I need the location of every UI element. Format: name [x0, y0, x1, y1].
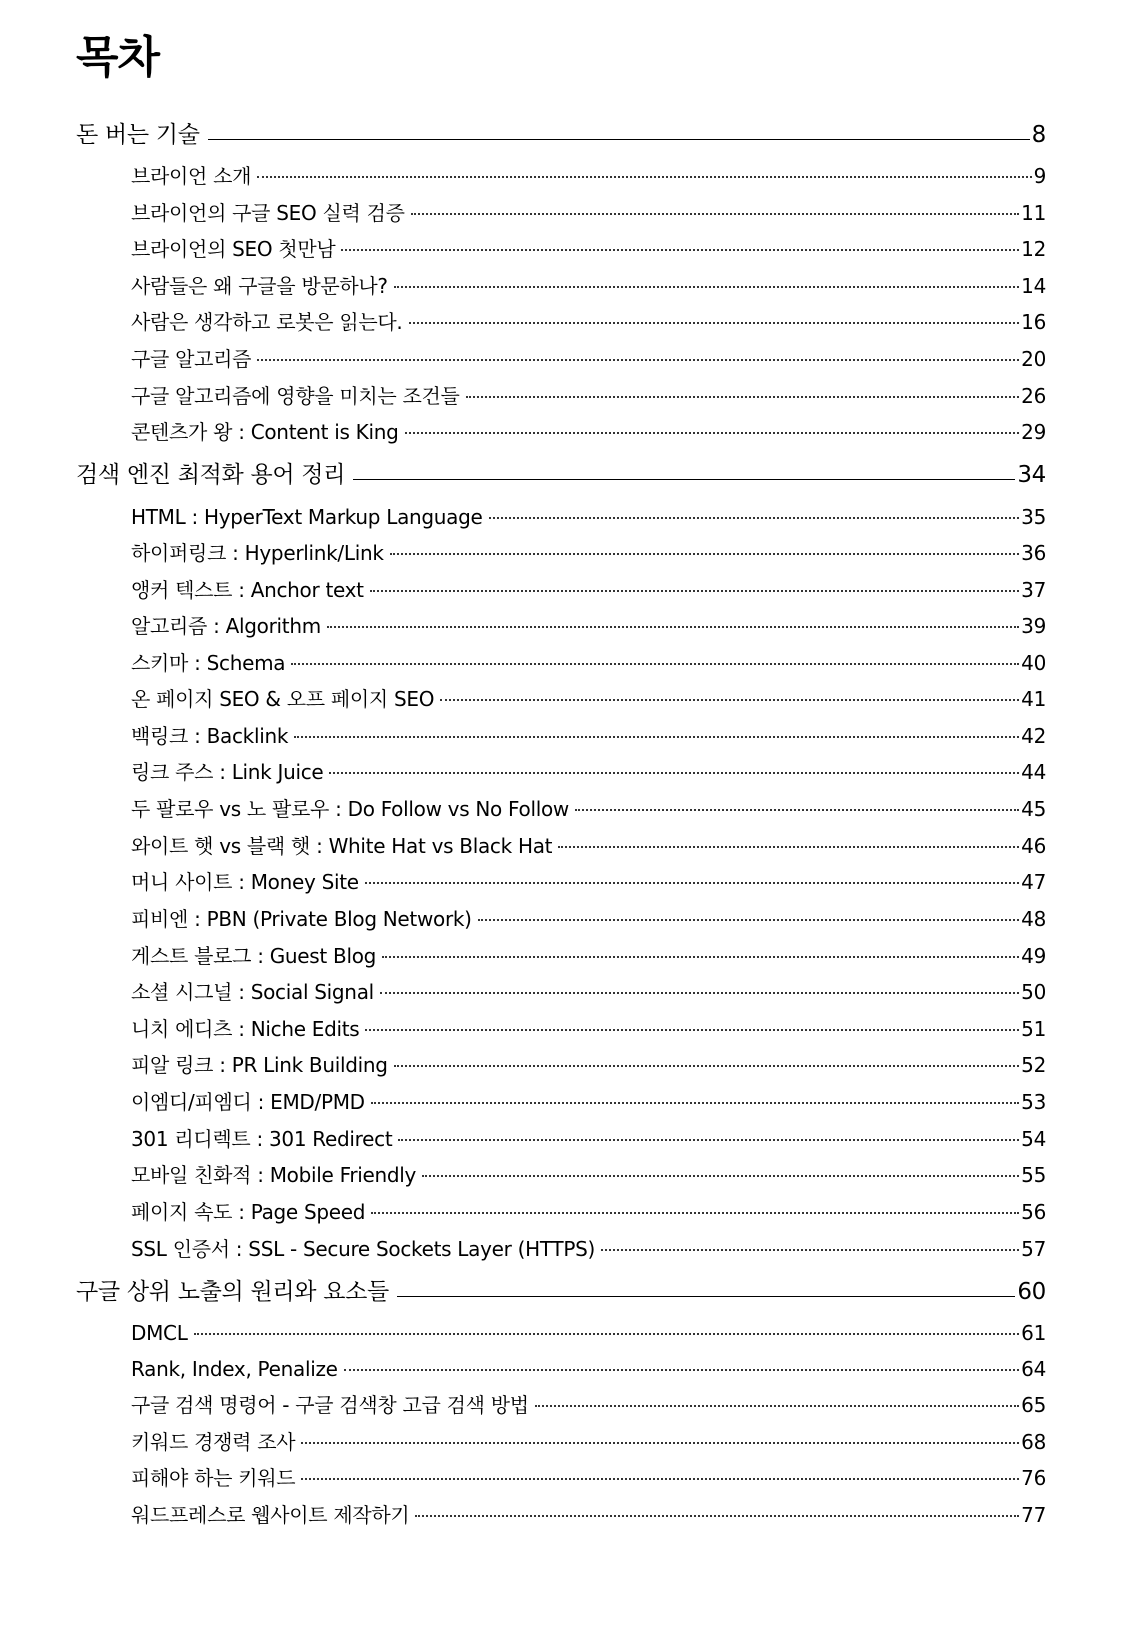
toc-entry-label: 소셜 시그널 : Social Signal	[131, 980, 374, 1004]
toc-section-entry[interactable]	[131, 417, 1046, 447]
toc-entry-label: 워드프레스로 웹사이트 제작하기	[131, 1503, 410, 1527]
toc-section-entry[interactable]	[131, 1500, 1046, 1530]
toc-page-number: 65	[1021, 1393, 1046, 1417]
toc-page-number: 40	[1021, 651, 1046, 675]
toc-leader-dots	[194, 1333, 1020, 1335]
toc-entry-label: 페이지 속도 : Page Speed	[131, 1200, 366, 1224]
toc-section-entry[interactable]	[131, 381, 1046, 411]
toc-leader-dots	[370, 590, 1019, 592]
toc-section-entry[interactable]	[131, 575, 1046, 605]
toc-leader-line	[208, 139, 1030, 140]
toc-leader-dots	[301, 1478, 1019, 1480]
toc-chapter-entry[interactable]	[76, 1275, 1046, 1309]
toc-section-entry[interactable]	[131, 1124, 1046, 1154]
toc-section-entry[interactable]	[131, 198, 1046, 228]
toc-leader-dots	[535, 1405, 1019, 1407]
toc-section-entry[interactable]	[131, 502, 1046, 532]
toc-leader-dots	[257, 176, 1031, 178]
toc-leader-dots	[365, 882, 1019, 884]
toc-entry-label: 사람은 생각하고 로봇은 읽는다.	[131, 310, 403, 334]
toc-leader-dots	[411, 213, 1020, 215]
toc-leader-dots	[422, 1175, 1019, 1177]
toc-page-number: 36	[1021, 541, 1046, 565]
toc-leader-dots	[489, 517, 1020, 519]
toc-page-number: 9	[1033, 164, 1046, 188]
toc-leader-dots	[440, 699, 1019, 701]
toc-section-entry[interactable]	[131, 721, 1046, 751]
toc-chapter-entry[interactable]	[76, 118, 1046, 152]
toc-leader-line	[353, 479, 1015, 480]
toc-entry-label: 알고리즘 : Algorithm	[131, 614, 321, 638]
toc-section-entry[interactable]	[131, 1354, 1046, 1384]
toc-page-number: 16	[1021, 310, 1046, 334]
toc-section-entry[interactable]	[131, 344, 1046, 374]
toc-page-number: 12	[1021, 237, 1046, 261]
toc-section-entry[interactable]	[131, 1197, 1046, 1227]
toc-entry-label: 피알 링크 : PR Link Building	[131, 1053, 388, 1077]
toc-section-entry[interactable]	[131, 1318, 1046, 1348]
toc-entry-label: 브라이언의 구글 SEO 실력 검증	[131, 201, 405, 225]
toc-entry-label: 피비엔 : PBN (Private Blog Network)	[131, 907, 472, 931]
toc-leader-dots	[390, 553, 1020, 555]
toc-entry-label: 게스트 블로그 : Guest Blog	[131, 944, 377, 968]
toc-section-entry[interactable]	[131, 234, 1046, 264]
toc-page-number: 45	[1021, 797, 1046, 821]
toc-page-number: 11	[1021, 201, 1046, 225]
toc-leader-dots	[405, 432, 1020, 434]
toc-entry-label: 키워드 경쟁력 조사	[131, 1430, 296, 1454]
toc-page-number: 42	[1021, 724, 1046, 748]
toc-entry-label: 구글 알고리즘	[131, 347, 252, 371]
toc-leader-dots	[371, 1102, 1019, 1104]
toc-entry-label: 온 페이지 SEO & 오프 페이지 SEO	[131, 687, 435, 711]
toc-section-entry[interactable]	[131, 648, 1046, 678]
toc-page-number: 39	[1021, 614, 1046, 638]
toc-entry-label: 두 팔로우 vs 노 팔로우 : Do Follow vs No Follow	[131, 797, 569, 821]
toc-leader-dots	[466, 396, 1020, 398]
toc-entry-label: 301 리디렉트 : 301 Redirect	[131, 1127, 393, 1151]
toc-entry-label: 앵커 텍스트 : Anchor text	[131, 578, 364, 602]
toc-leader-dots	[301, 1442, 1019, 1444]
toc-entry-label: Rank, Index, Penalize	[131, 1357, 338, 1381]
toc-leader-dots	[341, 249, 1019, 251]
toc-section-entry[interactable]	[131, 161, 1046, 191]
toc-entry-label: 피해야 하는 키워드	[131, 1466, 296, 1490]
toc-page-number: 60	[1017, 1279, 1046, 1305]
toc-leader-dots	[344, 1369, 1019, 1371]
toc-page-number: 61	[1021, 1321, 1046, 1345]
toc-page-number: 44	[1021, 760, 1046, 784]
toc-page-number: 35	[1021, 505, 1046, 529]
toc-section-entry[interactable]	[131, 538, 1046, 568]
toc-section-entry[interactable]	[131, 1050, 1046, 1080]
toc-entry-label: 브라이언의 SEO 첫만남	[131, 237, 336, 261]
toc-leader-dots	[398, 1139, 1019, 1141]
toc-entry-label: 니치 에디츠 : Niche Edits	[131, 1017, 360, 1041]
toc-section-entry[interactable]	[131, 757, 1046, 787]
toc-entry-label: 검색 엔진 최적화 용어 정리	[76, 462, 346, 488]
toc-section-entry[interactable]	[131, 1234, 1046, 1264]
toc-section-entry[interactable]	[131, 1390, 1046, 1420]
toc-entry-label: 브라이언 소개	[131, 164, 252, 188]
toc-section-entry[interactable]	[131, 941, 1046, 971]
toc-entry-label: SSL 인증서 : SSL - Secure Sockets Layer (HTTPS)	[131, 1237, 596, 1261]
toc-page-number: 68	[1021, 1430, 1046, 1454]
toc-leader-dots	[415, 1515, 1019, 1517]
toc-entry-label: 머니 사이트 : Money Site	[131, 870, 359, 894]
toc-entry-label: 구글 상위 노출의 원리와 요소들	[76, 1279, 389, 1305]
toc-section-entry[interactable]	[131, 831, 1046, 861]
toc-leader-dots	[575, 809, 1019, 811]
toc-leader-dots	[409, 322, 1020, 324]
toc-page-number: 64	[1021, 1357, 1046, 1381]
toc-leader-dots	[478, 919, 1019, 921]
toc-leader-dots	[329, 772, 1019, 774]
toc-section-entry[interactable]	[131, 977, 1046, 1007]
toc-entry-label: 모바일 친화적 : Mobile Friendly	[131, 1163, 417, 1187]
toc-leader-dots	[382, 956, 1019, 958]
toc-entry-label: 사람들은 왜 구글을 방문하나?	[131, 274, 388, 298]
toc-section-entry[interactable]	[131, 1463, 1046, 1493]
toc-leader-dots	[558, 846, 1019, 848]
toc-page-number: 14	[1021, 274, 1046, 298]
toc-page-number: 77	[1021, 1503, 1046, 1527]
toc-entry-label: DMCL	[131, 1321, 188, 1345]
toc-entry-label: 콘텐츠가 왕 : Content is King	[131, 420, 399, 444]
toc-entry-label: 이엠디/피엠디 : EMD/PMD	[131, 1090, 365, 1114]
toc-section-entry[interactable]	[131, 684, 1046, 714]
toc-page-number: 49	[1021, 944, 1046, 968]
toc-entry-label: 와이트 햇 vs 블랙 햇 : White Hat vs Black Hat	[131, 834, 553, 858]
toc-entry-label: 백링크 : Backlink	[131, 724, 289, 748]
toc-section-entry[interactable]	[131, 271, 1046, 301]
toc-leader-dots	[394, 1065, 1019, 1067]
toc-section-entry[interactable]	[131, 794, 1046, 824]
toc-leader-dots	[601, 1249, 1019, 1251]
toc-page-number: 50	[1021, 980, 1046, 1004]
toc-entry-label: 하이퍼링크 : Hyperlink/Link	[131, 541, 384, 565]
toc-leader-dots	[371, 1212, 1019, 1214]
toc-leader-line	[397, 1296, 1015, 1297]
toc-entry-label: 돈 버는 기술	[76, 122, 200, 148]
toc-entry-label: 스키마 : Schema	[131, 651, 286, 675]
toc-page-number: 26	[1021, 384, 1046, 408]
toc-page-number: 37	[1021, 578, 1046, 602]
toc-chapter-entry[interactable]	[76, 458, 1046, 492]
toc-section-entry[interactable]	[131, 307, 1046, 337]
toc-page-number: 51	[1021, 1017, 1046, 1041]
toc-page-number: 76	[1021, 1466, 1046, 1490]
toc-page-number: 8	[1031, 122, 1046, 148]
toc-section-entry[interactable]	[131, 1014, 1046, 1044]
page-title: 목차	[76, 32, 160, 83]
toc-section-entry[interactable]	[131, 611, 1046, 641]
toc-page-number: 34	[1017, 462, 1046, 488]
toc-page-number: 56	[1021, 1200, 1046, 1224]
toc-entry-label: 구글 알고리즘에 영향을 미치는 조건들	[131, 384, 460, 408]
toc-section-entry[interactable]	[131, 1427, 1046, 1457]
toc-leader-dots	[380, 992, 1019, 994]
toc-leader-dots	[327, 626, 1019, 628]
toc-section-entry[interactable]	[131, 867, 1046, 897]
toc-leader-dots	[394, 286, 1019, 288]
toc-leader-dots	[294, 736, 1019, 738]
toc-section-entry[interactable]	[131, 1087, 1046, 1117]
toc-section-entry[interactable]	[131, 1160, 1046, 1190]
toc-entry-label: 링크 주스 : Link Juice	[131, 760, 324, 784]
toc-page-number: 29	[1021, 420, 1046, 444]
toc-page-number: 47	[1021, 870, 1046, 894]
toc-leader-dots	[257, 359, 1019, 361]
toc-page-number: 46	[1021, 834, 1046, 858]
toc-entry-label: HTML : HyperText Markup Language	[131, 505, 483, 529]
toc-page-number: 57	[1021, 1237, 1046, 1261]
toc-section-entry[interactable]	[131, 904, 1046, 934]
toc-page-number: 55	[1021, 1163, 1046, 1187]
toc-leader-dots	[291, 663, 1019, 665]
toc-page-number: 52	[1021, 1053, 1046, 1077]
toc-page-number: 53	[1021, 1090, 1046, 1114]
toc-page-number: 54	[1021, 1127, 1046, 1151]
toc-leader-dots	[365, 1029, 1019, 1031]
toc-entry-label: 구글 검색 명령어 - 구글 검색창 고급 검색 방법	[131, 1393, 529, 1417]
toc-page-number: 20	[1021, 347, 1046, 371]
toc-page-number: 48	[1021, 907, 1046, 931]
toc-page-number: 41	[1021, 687, 1046, 711]
